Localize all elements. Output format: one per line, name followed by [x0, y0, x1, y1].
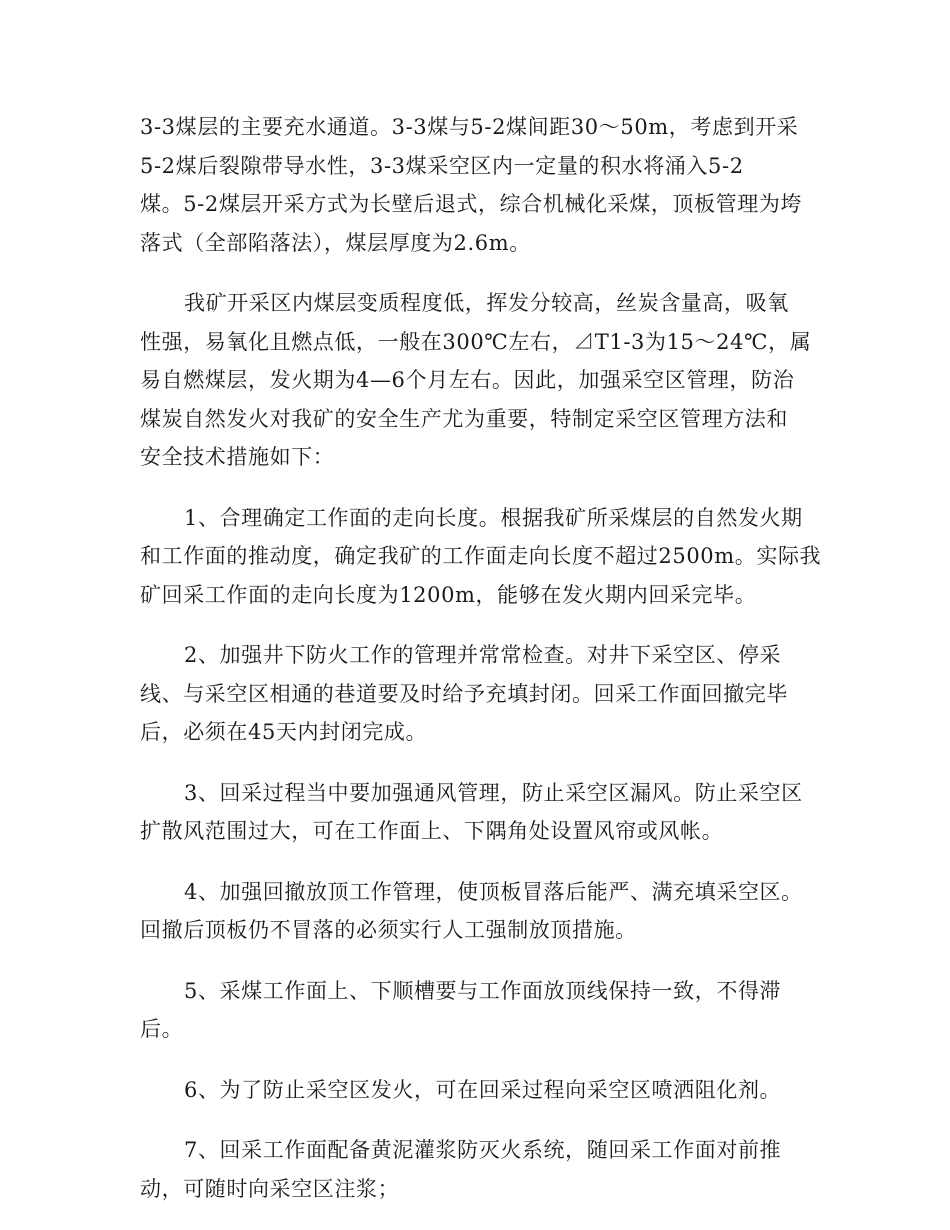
text-line: 煤。5-2煤层开采方式为长壁后退式，综合机械化采煤，顶板管理为垮 [140, 192, 803, 216]
paragraph-3 [140, 499, 822, 615]
text-line: 2、加强井下防火工作的管理并常常检查。对井下采空区、停采 [184, 643, 782, 667]
paragraph-7 [140, 972, 812, 1049]
paragraph-9 [140, 1131, 812, 1208]
text-line: 5、采煤工作面上、下顺槽要与工作面放顶线保持一致，不得滞 [184, 978, 782, 1003]
text-line: 后，必须在45天内封闭完成。 [140, 720, 428, 744]
text-line: 落式（全部陷落法），煤层厚度为2.6m。 [140, 230, 531, 255]
text-line: 易自燃煤层，发火期为4—6个月左右。因此，加强采空区管理，防治 [140, 368, 795, 392]
text-line: 3-3煤层的主要充水通道。3-3煤与5-2煤间距30～50m，考虑到开采 [140, 115, 799, 139]
document-body [140, 108, 822, 1230]
text-line: 我矿开采区内煤层变质程度低，挥发分较高，丝炭含量高，吸氧 [184, 291, 789, 315]
paragraph-1 [140, 108, 812, 262]
text-line: 后。 [140, 1017, 184, 1041]
text-line: 性强，易氧化且燃点低，一般在300℃左右，⊿T1-3为15～24℃，属 [140, 329, 812, 354]
text-line: 7、回采工作面配备黄泥灌浆防灭火系统，随回采工作面对前推 [184, 1138, 782, 1162]
text-line: 3、回采过程当中要加强通风管理，防止采空区漏风。防止采空区 [184, 780, 803, 805]
paragraph-5 [140, 774, 812, 851]
paragraph-4 [140, 636, 812, 752]
text-line: 6、为了防止采空区发火，可在回采过程向采空区喷洒阻化剂。 [184, 1077, 782, 1102]
text-line: 扩散风范围过大，可在工作面上、下隅角处设置风帘或风帐。 [140, 819, 724, 843]
text-line: 1、合理确定工作面的走向长度。根据我矿所采煤层的自然发火期 [184, 505, 803, 530]
text-line: 动，可随时向采空区注浆； [140, 1176, 400, 1201]
paragraph-2 [140, 284, 812, 477]
text-line: 煤炭自然发火对我矿的安全生产尤为重要，特制定采空区管理方法和 [140, 406, 788, 431]
text-line: 线、与采空区相通的巷道要及时给予充填封闭。回采工作面回撤完毕 [140, 681, 788, 706]
text-line: 和工作面的推动度，确定我矿的工作面走向长度不超过2500m。实际我 [140, 544, 822, 568]
text-line: 4、加强回撤放顶工作管理，使顶板冒落后能严、满充填采空区。 [184, 879, 803, 904]
text-line: 回撤后顶板仍不冒落的必须实行人工强制放顶措施。 [140, 918, 637, 942]
text-line: 5-2煤后裂隙带导水性，3-3煤采空区内一定量的积水将涌入5-2 [140, 153, 744, 178]
paragraph-8 [140, 1071, 812, 1110]
text-line: 安全技术措施如下： [140, 445, 335, 469]
text-line: 矿回采工作面的走向长度为1200m，能够在发火期内回采完毕。 [140, 582, 757, 607]
paragraph-6 [140, 873, 812, 950]
